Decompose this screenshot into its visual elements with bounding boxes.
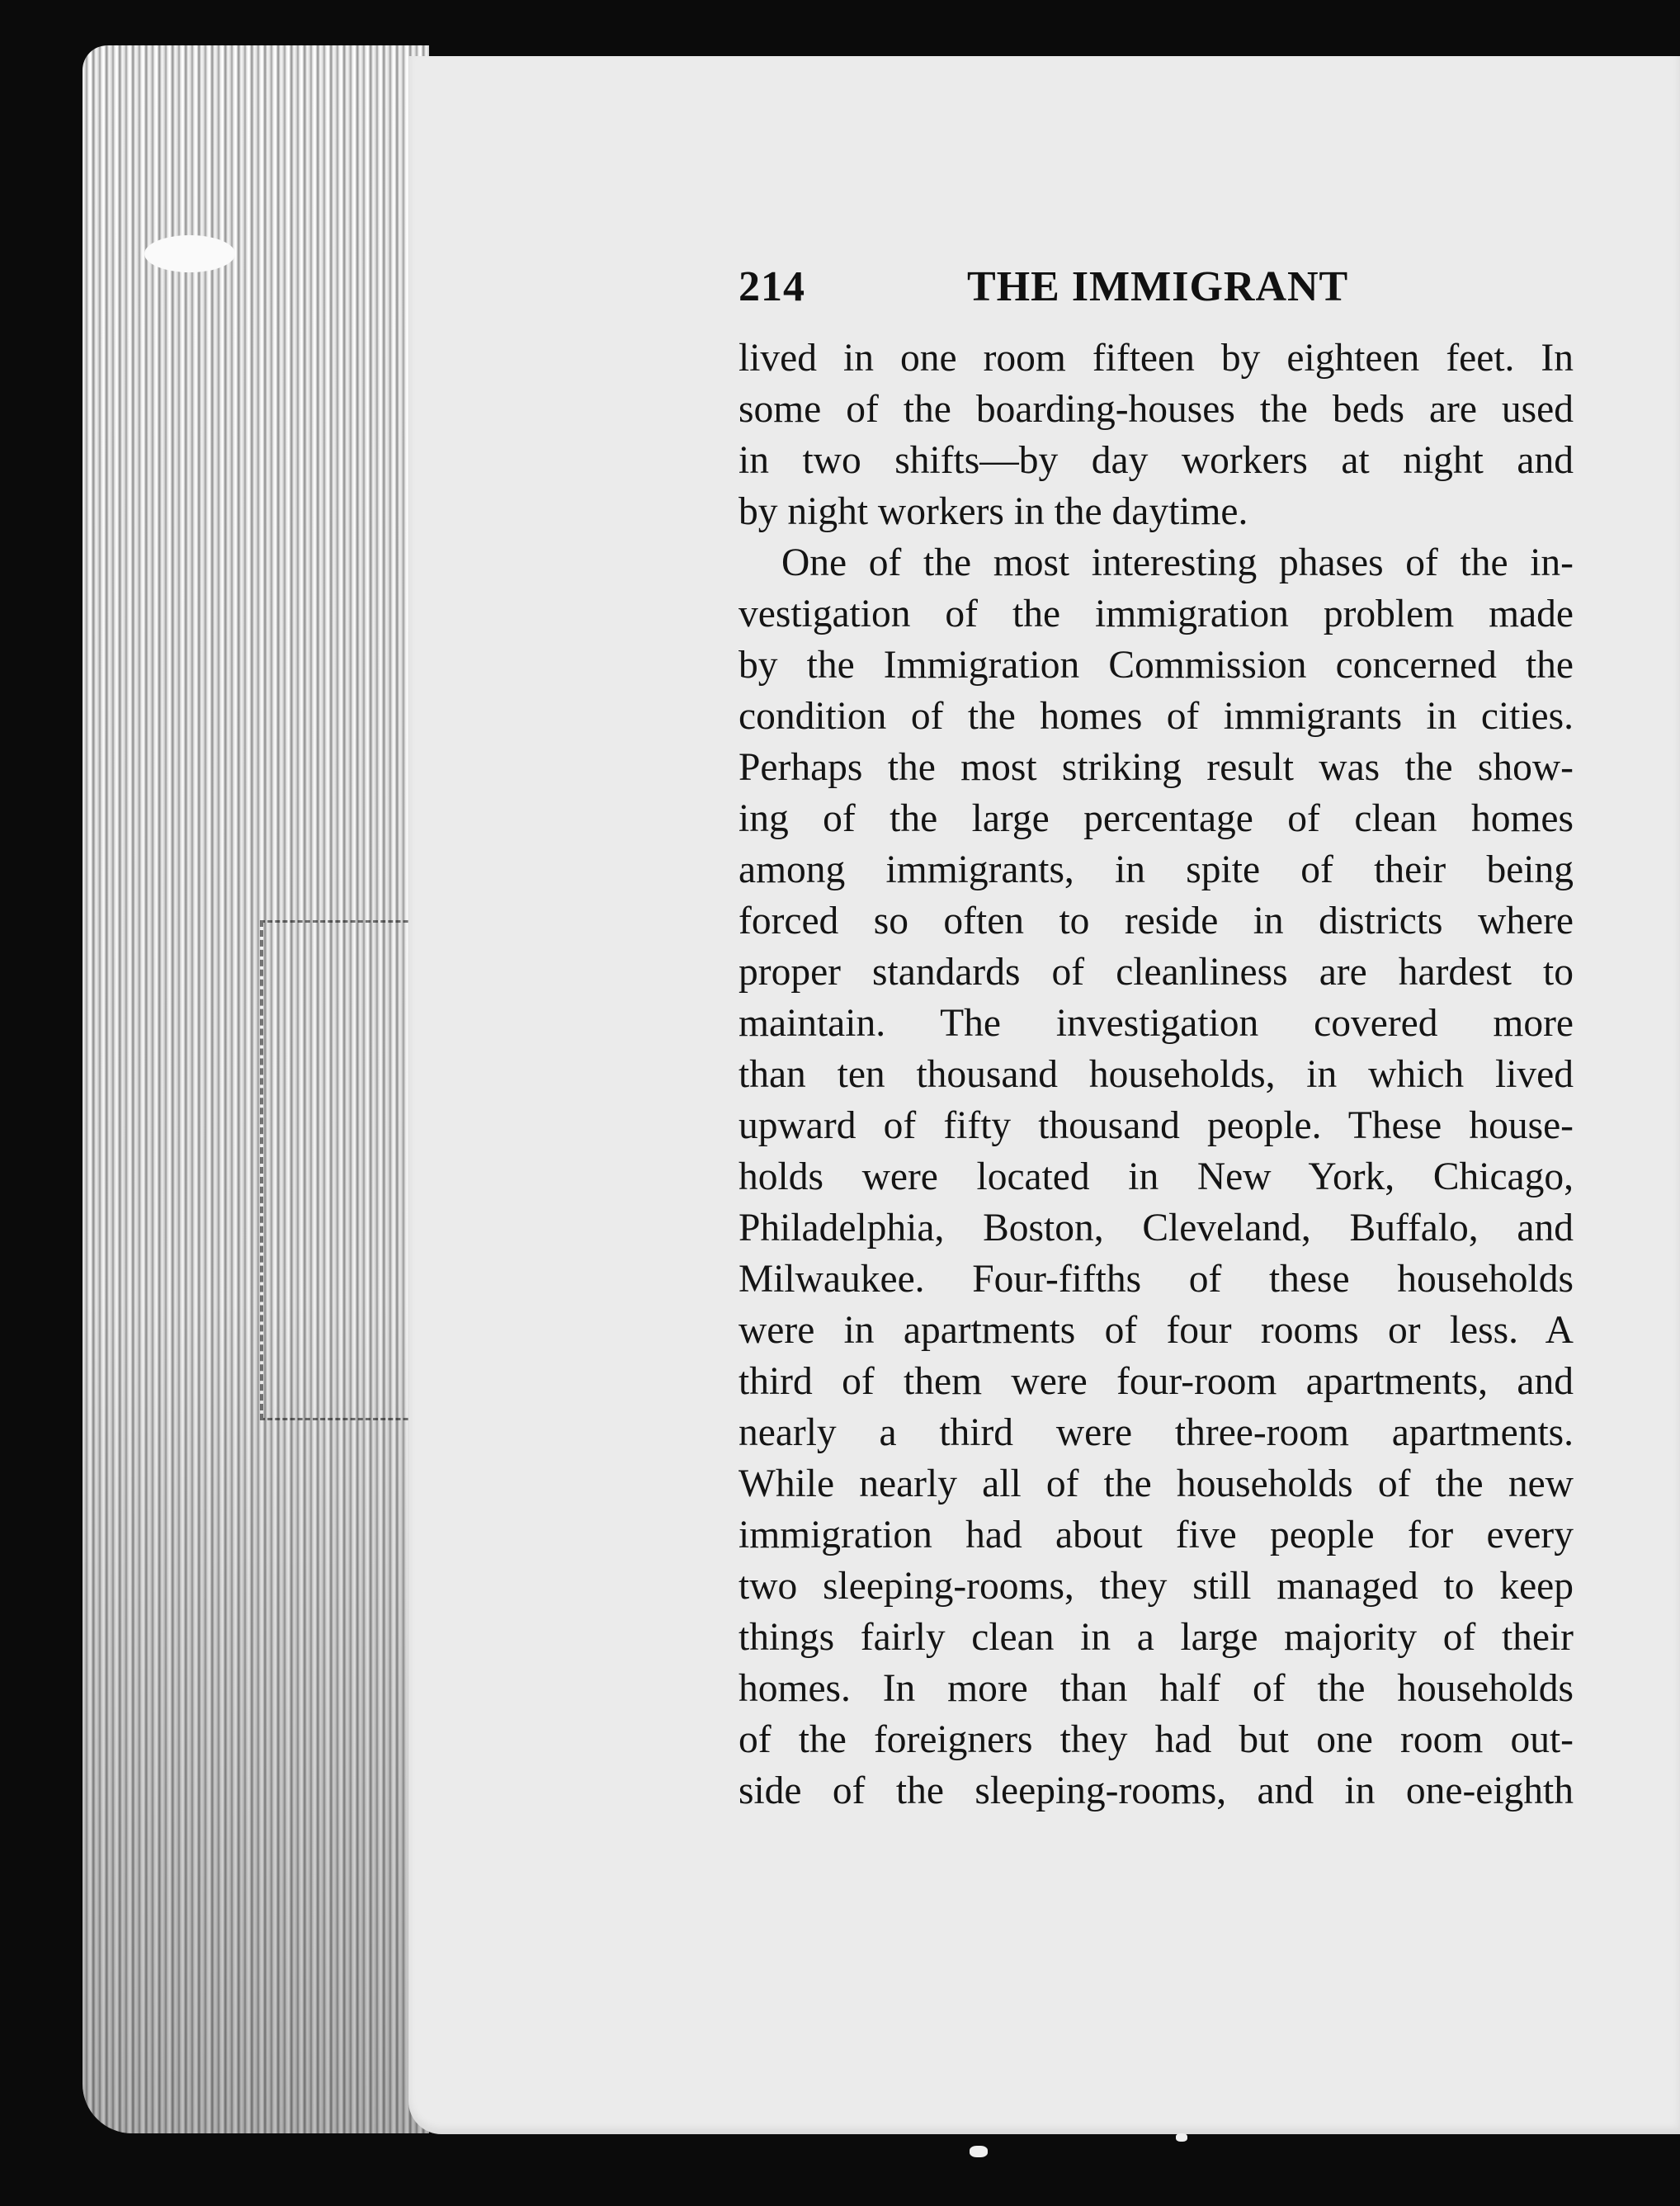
text-line: homes. In more than half of the households	[739, 1667, 1574, 1710]
scan-fleck	[970, 2146, 988, 2157]
text-line: among immigrants, in spite of their being	[739, 848, 1574, 891]
library-stamp	[260, 920, 431, 1420]
body-text	[739, 333, 1574, 1816]
text-line: One of the most interesting phases of the in-	[781, 541, 1574, 584]
scan-fleck	[1176, 2133, 1187, 2142]
running-title: THE IMMIGRANT	[967, 263, 1349, 310]
book-fore-edge	[83, 45, 429, 2133]
text-line: lived in one room fifteen by eighteen feet. In	[739, 337, 1574, 380]
text-line: side of the sleeping-rooms, and in one-eighth	[739, 1769, 1574, 1812]
text-line: condition of the homes of immigrants in cities.	[739, 695, 1574, 738]
book-page	[408, 56, 1680, 2134]
text-line: in two shifts—by day workers at night and	[739, 439, 1574, 482]
text-line: holds were located in New York, Chicago,	[739, 1155, 1574, 1198]
text-line: Perhaps the most striking result was the show-	[739, 746, 1574, 789]
text-line: forced so often to reside in districts where	[739, 900, 1574, 942]
text-line: Philadelphia, Boston, Cleveland, Buffalo, and	[739, 1207, 1574, 1249]
text-line: Milwaukee. Four-fifths of these households	[739, 1258, 1574, 1301]
text-line: some of the boarding-houses the beds are used	[739, 388, 1574, 431]
page-header	[739, 262, 1671, 328]
page-number: 214	[739, 263, 805, 310]
text-line: by the Immigration Commission concerned the	[739, 644, 1574, 687]
text-line: maintain. The investigation covered more	[739, 1002, 1574, 1045]
text-line: than ten thousand households, in which lived	[739, 1053, 1574, 1096]
text-line: were in apartments of four rooms or less. A	[739, 1309, 1574, 1352]
text-line: of the foreigners they had but one room out-	[739, 1718, 1574, 1761]
text-line: ing of the large percentage of clean homes	[739, 797, 1574, 840]
text-line: immigration had about five people for every	[739, 1514, 1574, 1556]
text-line: third of them were four-room apartments, and	[739, 1360, 1574, 1403]
text-line: nearly a third were three-room apartments.	[739, 1411, 1574, 1454]
text-line: by night workers in the daytime.	[739, 490, 1248, 533]
text-line: things fairly clean in a large majority of their	[739, 1616, 1574, 1659]
text-line: proper standards of cleanliness are hardest to	[739, 951, 1574, 994]
text-line: upward of fifty thousand people. These house-	[739, 1104, 1574, 1147]
text-line: vestigation of the immigration problem made	[739, 593, 1574, 635]
text-line: two sleeping-rooms, they still managed to keep	[739, 1565, 1574, 1608]
text-line: While nearly all of the households of the new	[739, 1462, 1574, 1505]
edge-blot	[144, 235, 235, 272]
